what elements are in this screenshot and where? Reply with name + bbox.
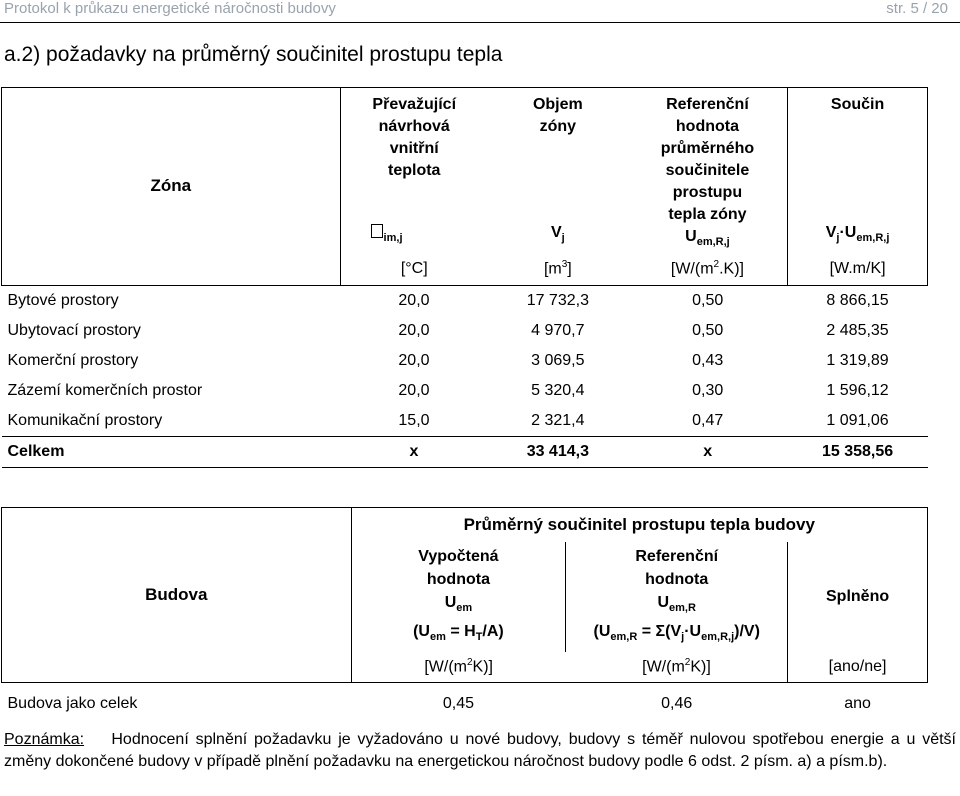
section-title: a.2) požadavky na průměrný součinitel prostupu tepla [4, 43, 503, 66]
zone-product: 8 866,15 [826, 291, 889, 309]
zone-name: Zázemí komerčních prostor [7, 381, 203, 399]
table-row [2, 376, 928, 406]
zone-table [1, 87, 928, 468]
unit-product: [W.m/K] [788, 253, 928, 285]
group-title: Průměrný součinitel prostupu tepla budovy [351, 508, 927, 543]
zone-name: Komunikační prostory [7, 411, 163, 429]
total-temp: x [340, 436, 488, 467]
table-row [2, 285, 928, 316]
col-calc-header: Vypočtená hodnota $U_{em}$ $(U_{em} = H_T/A)$ [351, 542, 566, 652]
zone-volume: 3 069,5 [531, 351, 585, 369]
total-row [2, 436, 928, 467]
unit-ref2: $[W/(m^2K)]$ [566, 652, 788, 682]
zone-product: 2 485,35 [826, 321, 889, 339]
col-product-header: Součin $V_j\cdot U_{em,R,j}$ [788, 88, 928, 254]
building-table [1, 507, 928, 726]
zone-ref: 0,30 [692, 381, 724, 399]
document-title: Protokol k průkazu energetické náročnosti budovy [4, 0, 336, 17]
ref-symbol: $U_{em,R,j}$ [685, 228, 730, 249]
col-ok-header: Splněno [788, 542, 928, 652]
zone-volume: 17 732,3 [526, 291, 589, 309]
temp-symbol: im,j [341, 222, 488, 249]
unit-ok: [ano/ne] [788, 652, 928, 682]
col-zone-header: Zóna [2, 88, 341, 286]
zone-temp: 20,0 [398, 351, 430, 369]
zone-ref: 0,50 [692, 291, 724, 309]
building-row-label: Budova jako celek [7, 695, 138, 713]
zone-name: Komerční prostory [7, 351, 139, 369]
unit-volume: $[m^3]$ [488, 253, 628, 285]
table-row [2, 406, 928, 437]
zone-ref: 0,43 [692, 351, 724, 369]
unit-calc: $[W/(m^2K)]$ [351, 652, 566, 682]
zone-product: 1 091,06 [826, 411, 889, 429]
unit-temp: [°C] [340, 253, 488, 285]
zone-volume: 4 970,7 [531, 321, 585, 339]
zone-temp: 20,0 [398, 321, 430, 339]
zone-temp: 15,0 [398, 411, 430, 429]
table-header-row [2, 88, 928, 254]
col-ref-header: Referenční hodnota průměrného součinitele prostupu tepla zóny $U_{em,R,j}$ [628, 88, 788, 254]
zone-volume: 2 321,4 [531, 411, 585, 429]
volume-symbol: $V_j$ [550, 224, 565, 245]
page-number: str. 5 / 20 [886, 0, 948, 17]
zone-product: 1 596,12 [826, 381, 889, 399]
building-calc-value: 0,45 [442, 695, 474, 713]
col-temp-header: Převažující návrhová vnitřní teplota $_{im,j}$ [340, 88, 488, 254]
zone-ref: 0,47 [692, 411, 724, 429]
building-ok-value: ano [844, 695, 871, 713]
total-product: 15 358,56 [788, 436, 928, 467]
total-label: Celkem [2, 436, 341, 467]
total-volume: 33 414,3 [488, 436, 628, 467]
zone-temp: 20,0 [398, 291, 430, 309]
page-header [0, 0, 960, 23]
note-label: Poznámka: [4, 731, 85, 748]
table-row [2, 316, 928, 346]
col-building-header: Budova [2, 508, 352, 683]
table-row [2, 346, 928, 376]
zone-volume: 5 320,4 [531, 381, 585, 399]
table-row [2, 682, 928, 726]
zone-temp: 20,0 [398, 381, 430, 399]
note-text: Hodnocení splnění požadavku je vyžadováno u nové budovy, budovy s téměř nulovou spotřebou energie a u větší změny dokončené budovy v případě plnění požadavku na energetickou náročnost budovy podle 6 odst. 2 písm. a) a písm.b). [4, 731, 957, 770]
product-symbol: $V_j\cdot U_{em,R,j}$ [825, 224, 890, 245]
zone-name: Ubytovací prostory [7, 321, 141, 339]
col-volume-header: Objem zóny $V_j$ [488, 88, 628, 254]
col-ref-header: Referenční hodnota $U_{em,R}$ $(U_{em,R} = \Sigma(V_j\cdot U_{em,R,j})/V)$ [566, 542, 788, 652]
zone-name: Bytové prostory [7, 291, 119, 309]
zone-product: 1 319,89 [826, 351, 889, 369]
unit-ref: $[W/(m^2.K)]$ [628, 253, 788, 285]
zone-ref: 0,50 [692, 321, 724, 339]
building-ref-value: 0,46 [661, 695, 693, 713]
note [4, 729, 956, 773]
total-ref: x [628, 436, 788, 467]
theta-symbol-box [371, 224, 383, 238]
